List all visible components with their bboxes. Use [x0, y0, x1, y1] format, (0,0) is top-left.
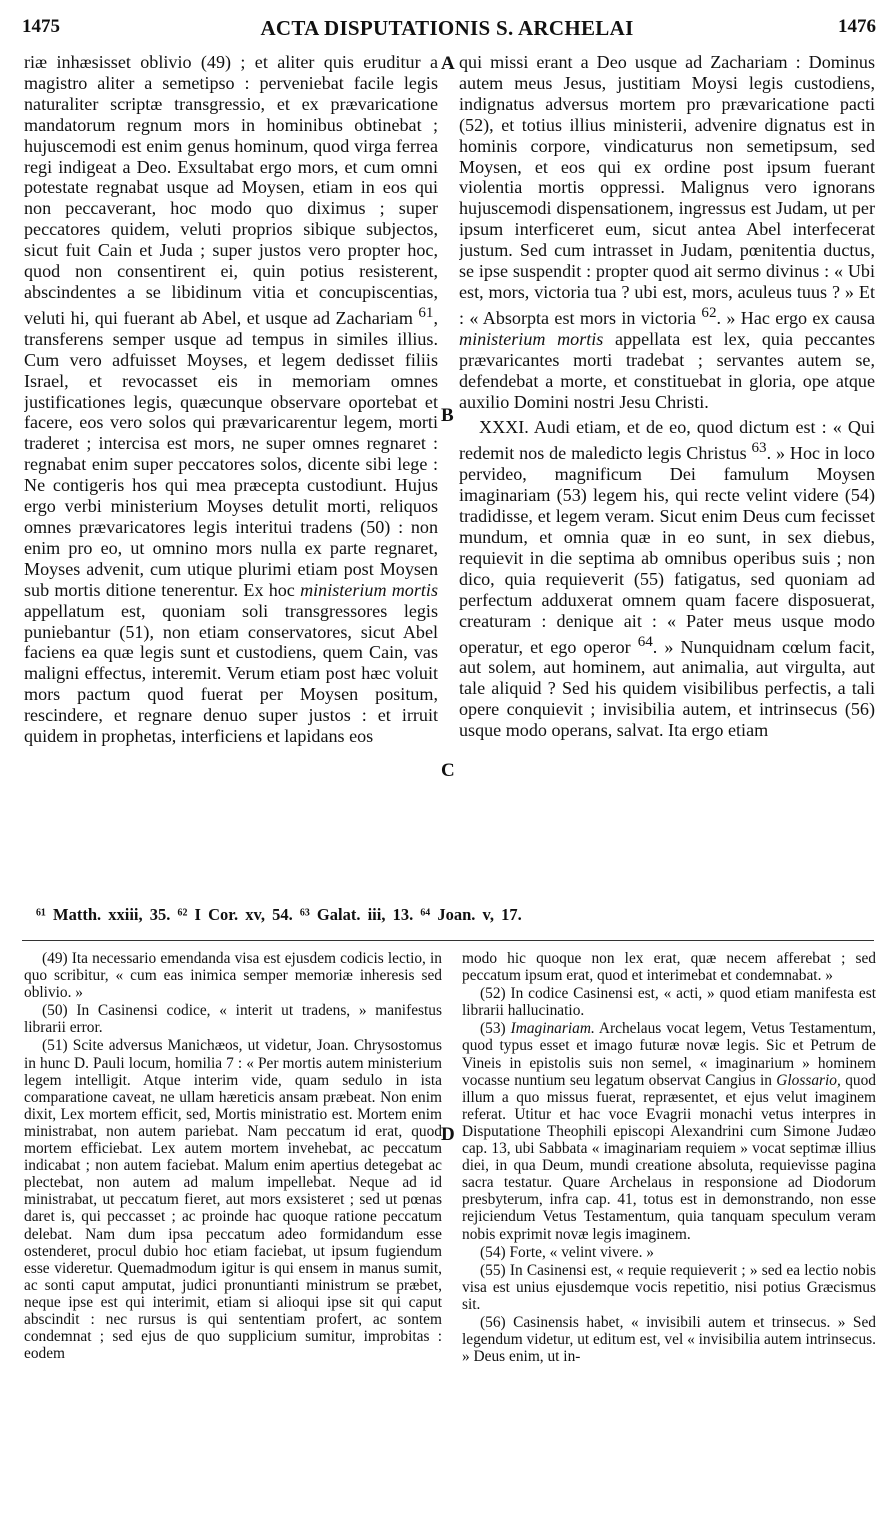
note-51: (51) Scite adversus Manichæos, ut videtur, Joan. Chrysostomus in hunc D. Pauli locum, homilia 7 : « Per mortis autem ministerium legem intelligit. Atque interim vide, quam sedulo in ista comparatione caveat, ne ullam hæreticis ansam præbeat. Non enim dixit, Lex mortem efficit, sed, Mortis ministratio est. Mortem enim ministrabat, non autem pariebat. Nam peccatum id erat, quod mortem efficiebat. Lex autem mortem invehebat, ac peccatum indicabat ; non autem faciebat. Malum enim apertius detegebat ac plectebat, non autem ad malum impellebat. Neque ad id ministrabat, ut peccatum fieret, aut mors exsisteret ; sed ut pœnas daret is, qui peccasset ; ac proinde hac quoque ratione peccatum delebat. Nam dum ipsa peccatum adeo formidandum esse ostenderet, procul dubio hoc etiam faciebat, ut ipsum fugiendum esse videretur. Quemadmodum igitur is qui ensem in manus sumit, ac sonti caput amputat, judici pronuntianti ministrum se præbet, neque ipse est qui interimit, etiam si alioqui ipse sit qui caput abscindit : nec rursus is qui sententiam profert, ac sontem condemnat ; sed ejus de quo supplicium sumitur, improbitas : eodem: [24, 1037, 442, 1363]
note-50: (50) In Casinensi codice, « interit ut tradens, » manifestus librarii error.: [24, 1002, 442, 1037]
text-run: . » Hoc in loco pervideo, magnificum Dei famulum Moysen imaginariam (53) legem his, qui recte velint videre (54) tradidisse, et legem veram. Sicut enim Deus cum fecisset mundum, et omnia quæ in eo sunt, in sex diebus, requievit in die septima ab omnibus operibus suis ; non dico, quia requieverit (55) fatigatus, sed quoniam ad perfectum adduxerat omnem quam facere disposuerat, creaturam : denique ait : « Pater meus usque modo operatur, et ego operor: [459, 443, 875, 657]
text-run: , transferens semper usque ad tempus in similes illius. Cum vero adfuisset Moyses, et legem dedisset filiis Israel, et revocasset eis in memoriam omnes justificationes legis, quæcunque observare oportebat et facere, eos vero solos qui prævaricarentur legem, morti traderet ; intercisa est mors, ne super omnes regnaret : regnabat enim super peccatores solos, dicente sibi lege : Ne contigeris hos qui mea præcepta custodiunt. Hujus ergo verbi ministerium Moyses detulit morti, reliquos omnes prævaricatores legis interitui tradens (50) : non enim pro eo, ut omnino mors nulla ex parte regnaret, Moyses advenit, cum utique plurimi etiam post Moysen sub mortis ditione tenerentur. Ex hoc: [24, 307, 438, 600]
main-left-paragraph: [24, 52, 438, 747]
page-number-left: 1475: [22, 16, 60, 37]
margin-marker-d: D: [441, 1124, 455, 1145]
text-run: quod illum a quo missus fuerat, repræsentet, et ejus velut imaginem referat. Utitur et hac voce Evagrii monachi vetus interpres in Disputatione Theophili episcopi Alexandrini cum Simone Judæo cap. 13, ubi Sabbata « imaginariam requiem » vocat septimæ illius diei, in qua Deum, mundi creatione absoluta, requievisse pagina sacra testatur. Quare Archelaus in responsione ad Diodorum presbyterum, infra cap. 41, totus est in demonstrando, non esse rejiciendum Vetus Testamentum, quia tanquam speculum veram nobis exprimit novæ legis imaginem.: [462, 1071, 876, 1243]
text-run: . » Hac ergo ex causa: [716, 307, 875, 328]
text-run: riæ inhæsisset oblivio (49) ; et aliter quis eruditur a magistro aliter a semetipso : perveniebat facile legis naturaliter scriptæ transgressio, et ex prævaricatione mandatorum regnum mors in hominibus obtinebat ; hujuscemodi est enim genus hominum, quod virga ferrea regi indigeat a Deo. Exsultabat ergo mors, et cum omni potestate regnabat usque ad Moysen, etiam in eos qui non peccaverant, hoc modo quo diximus ; super peccatores quidem, veluti proprios sibique subjectos, sicut fuit Cain et Juda ; super justos vero propter hoc, quod non consentirent ei, quin potius resisterent, abscindentes a se libidinum vitia et concupiscentias, veluti hi, qui fuerant ab Abel, et usque ad Zachariam: [24, 52, 438, 328]
note-52: (52) In codice Casinensi est, « acti, » quod etiam manifesta est librarii hallucinatio.: [462, 985, 876, 1020]
footnote-ref-61: 61: [418, 304, 434, 321]
divider-rule: [22, 940, 874, 941]
main-right-paragraph-1: [459, 52, 875, 412]
text-run: Archelaus vocat legem, Vetus Testamentum, quod typus esset et imago futuræ novæ legis. Sic et Petrum de Vineis in epistolis suis non semel, « imaginarium » hominem vocasse nuntium seu legatum observat Cangius in: [462, 1020, 876, 1089]
text-run: appellata est lex, quia peccantes prævaricantes morti tradebat ; servantes autem se, defendebat a morte, et constituebat in gloria, ope atque auxilio Domini nostri Jesu Christi.: [459, 328, 875, 412]
main-right-paragraph-2: [459, 417, 875, 741]
italic-phrase: Imaginariam.: [510, 1020, 595, 1038]
note-label: (53): [480, 1020, 511, 1038]
scripture-references: ⁶¹ Matth. xxiii, 35. ⁶² I Cor. xv, 54. ⁶³ Galat. iii, 13. ⁶⁴ Joan. v, 17.: [36, 905, 522, 924]
footnote-ref-62: 62: [701, 304, 717, 321]
notes-left-column: [24, 950, 442, 1528]
running-title: ACTA DISPUTATIONIS S. ARCHELAI: [260, 16, 634, 40]
note-54: (54) Forte, « velint vivere. »: [480, 1243, 654, 1261]
italic-phrase: ministerium mortis: [300, 579, 438, 600]
italic-phrase: ministerium mortis: [459, 328, 604, 349]
main-text-left-column: [24, 52, 438, 894]
text-run: XXXI. Audi etiam, et de eo, quod dictum est : « Qui redemit nos de maledicto legis Christus: [459, 417, 875, 464]
notes-right-column: [462, 950, 876, 1528]
margin-marker-a: A: [441, 53, 455, 74]
text-run: qui missi erant a Deo usque ad Zachariam : Dominus autem meus Jesus, justitiam Moysi legis custodiens, indignatus adversus mortem pro prævaricatione pacti (52), et totius illius ministerii, advenire dignatus est in hominis corpore, vindicaturus non semetipsum, sed Moysen, et eos qui ex ordine post ipsum fuerant violentia mortis oppressi. Malignus vero ignorans hujuscemodi dispensationem, ingressus est Judam, ut per ipsum interficeret eum, sicut antea Abel interfecerat justum. Sed cum intrasset in Judam, pœnitentia ductus, se ipse suspendit : propter quod ait sermo divinus : « Ubi est, mors, victoria tua ? ubi est, mors, aculeus tuus ? » Et : « Absorpta est mors in victoria: [459, 52, 875, 328]
margin-marker-b: B: [441, 405, 454, 426]
page-number-right: 1476: [838, 16, 876, 37]
note-51-continuation: modo hic quoque non lex erat, quæ necem afferebat ; sed peccatum ipsum erat, quod et interimebat et condemnabat. »: [462, 950, 876, 985]
main-text-right-column: [459, 52, 875, 894]
margin-marker-c: C: [441, 760, 455, 781]
italic-phrase: Glossario,: [776, 1071, 841, 1089]
note-55: (55) In Casinensi est, « requie requieverit ; » sed ea lectio nobis visa est unius ejusdemque vocis repetitio, nisi potius Græcismus sit.: [462, 1261, 876, 1313]
footnote-ref-63: 63: [751, 440, 767, 457]
note-53: [462, 1020, 876, 1242]
note-49: (49) Ita necessario emendanda visa est ejusdem codicis lectio, in quo scribitur, « cum eas inimica semper memoriæ inheresis sed oblivio. »: [24, 950, 442, 1002]
text-run: . » Nunquidnam cœlum facit, aut solem, aut hominem, aut animalia, aut virgulta, aut tale aliquid ? Sed his quidem visibilibus perfectis, a tali opere conquievit ; invisibilia autem, et intrinsecus (56) usque modo operans, salvat. Ita ergo etiam: [459, 636, 875, 741]
text-run: appellatum est, quoniam soli transgressores legis puniebantur (51), non etiam conservatores, sicut Abel faciens ea quæ legis sunt et custodiens, quem Cain, vas maligni effectus, interemit. Verum etiam post hæc voluit mors pactum quod fuerat per Moysen positum, rescindere, et regnare denuo super justos : et irruit quidem in prophetas, interficiens et lapidans eos: [24, 600, 438, 747]
page-header: [0, 0, 894, 40]
note-56: (56) Casinensis habet, « invisibili autem et trinsecus. » Sed legendum videtur, ut editum est, vel « invisibilia autem intrinsecus. » Deus enim, ut in-: [462, 1313, 876, 1366]
footnote-ref-64: 64: [637, 633, 653, 650]
